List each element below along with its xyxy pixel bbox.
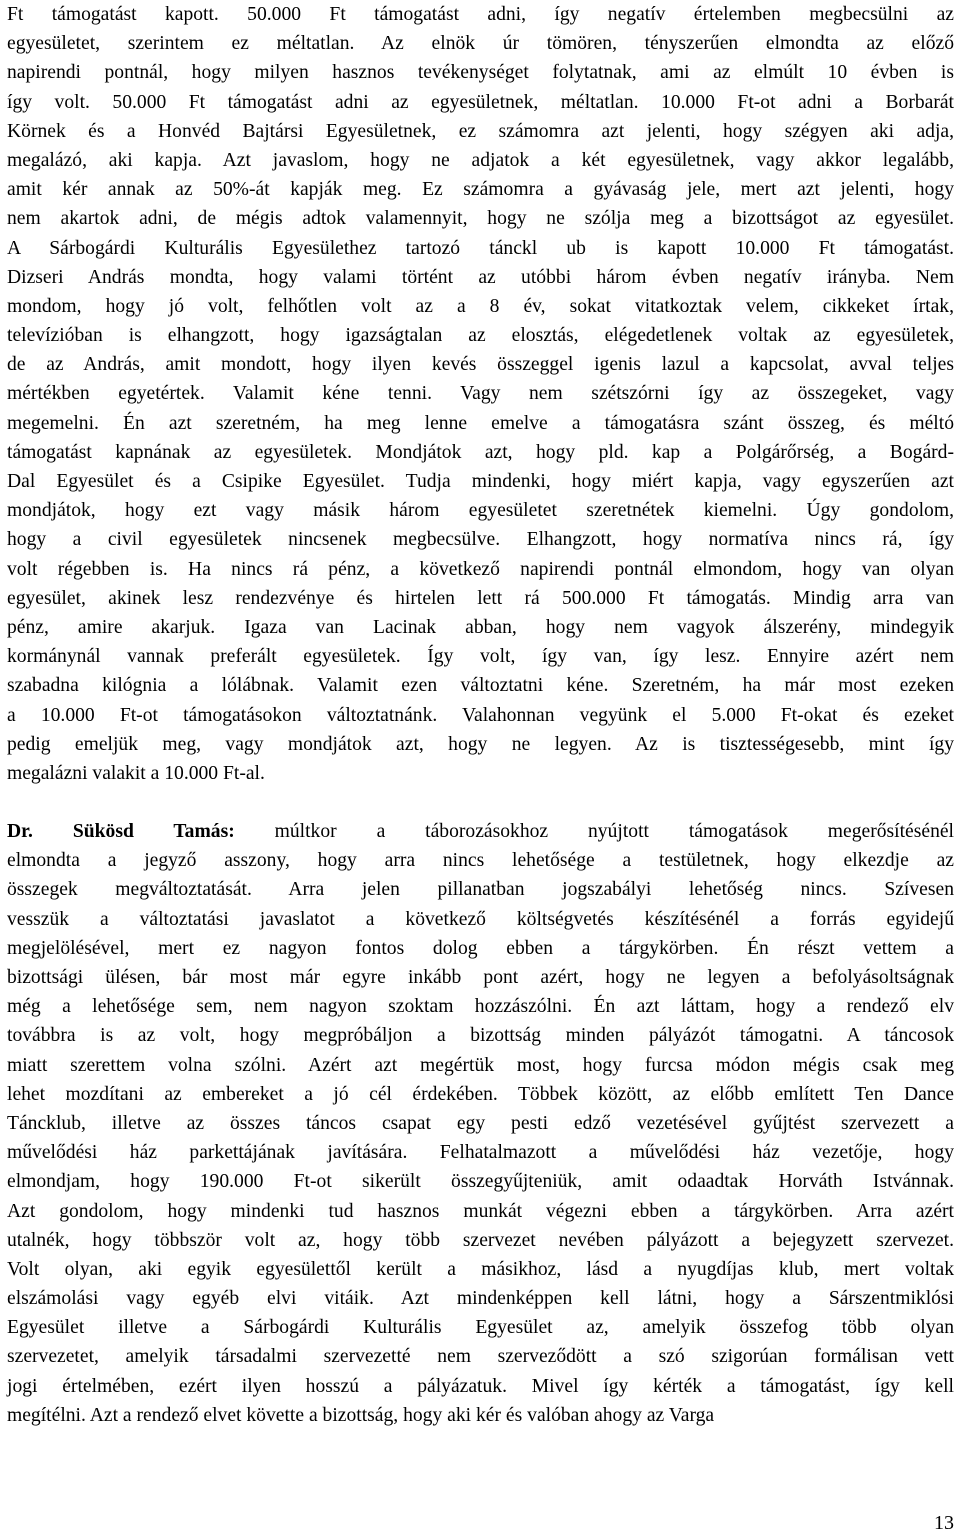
- paragraph-2-line: szervezetet, amelyik társadalmi szervezetté nem szerveződött a szó szigorúan formálisan vett: [7, 1346, 954, 1368]
- paragraph-1-line: Dal Egyesület és a Csipike Egyesület. Tudja mindenki, hogy miért kapja, vagy egyszerűen azt: [7, 471, 954, 492]
- paragraph-2-line: utalnék, hogy többször volt az, hogy több szervezet nevében pályázott a bejegyzett szervezet.: [7, 1229, 954, 1251]
- paragraph-2-line: miatt szerettem volna szólni. Azért azt megértük most, hogy furcsa módon mégis csak meg: [7, 1054, 954, 1076]
- paragraph-1-line: A Sárbogárdi Kulturális Egyesülethez tartozó tánckl ub is kapott 10.000 Ft támogatást.: [7, 237, 954, 259]
- paragraph-2-line: összegek megváltoztatását. Arra jelen pillanatban jogszabályi lehetőség nincs. Szívesen: [7, 879, 954, 901]
- paragraph-gap: [7, 788, 954, 817]
- paragraph-2-line: továbbra is az volt, hogy megpróbáljon a bizottság minden pályázót támogatni. A táncosok: [7, 1025, 954, 1047]
- paragraph-1-line: de az András, amit mondott, hogy ilyen kevés összeggel igenis lazul a kapcsolat, avval teljes: [7, 354, 954, 376]
- page-number: 13: [934, 1512, 954, 1534]
- paragraph-2-line: művelődési ház parkettájának javítására. Felhatalmazott a művelődési ház vezetője, hogy: [7, 1142, 954, 1164]
- paragraph-2-line: jogi értelmében, ezért ilyen hosszú a pályázatuk. Mivel így kérték a támogatást, így kell: [7, 1375, 954, 1397]
- paragraph-1-line: pedig emeljük meg, vagy mondjátok azt, hogy ne legyen. Az is tisztességesebb, mint így: [7, 733, 954, 755]
- speaker-name: Dr. Sükösd Tamás:: [7, 821, 235, 843]
- paragraph-2-line: még a lehetősége sem, nem nagyon szoktam hozzászólni. Én azt láttam, hogy a rendező elv: [7, 996, 954, 1018]
- paragraph-1-line: televízióban is elhangzott, hogy igazságtalan az elosztás, elégedetlenek voltak az egyesületek,: [7, 325, 954, 347]
- paragraph-1-line: egyesületet, szerintem ez méltatlan. Az elnök úr tömören, tényszerűen elmondta az előző: [7, 33, 954, 55]
- paragraph-2-line: Táncklub, illetve az összes táncos csapat egy pesti edző vezetésével gyűjtést szervezett a: [7, 1112, 954, 1134]
- paragraph-2-line: Egyesület illetve a Sárbogárdi Kulturális Egyesület az, amelyik összefog több olyan: [7, 1317, 954, 1339]
- paragraph-1-line: nem akartok adni, de mégis adtok valamennyit, hogy ne szólja meg a bizottságot az egyesület.: [7, 208, 954, 230]
- paragraph-1-line: mondom, hogy jó volt, felhőtlen volt az a 8 év, sokat vitatkoztak velem, cikkeket írtak,: [7, 295, 954, 317]
- paragraph-1-line: pénz, amire akarjuk. Igaza van Lacinak abban, hogy nem vagyok álszerény, mindegyik: [7, 616, 954, 638]
- paragraph-2-line: megjelölésével, mert ez nagyon fontos dolog ebben a tárgykörben. Én részt vettem a: [7, 937, 954, 959]
- paragraph-1-line: hogy a civil egyesületek nincsenek megbecsülve. Elhangzott, hogy normatíva nincs rá, így: [7, 529, 954, 551]
- paragraph-2-line: Azt gondolom, hogy mindenki tud hasznos munkát végezni ebben a tárgykörben. Arra azért: [7, 1200, 954, 1222]
- paragraph-1-line: így volt. 50.000 Ft támogatást adni az egyesületnek, méltatlan. 10.000 Ft-ot adni a Borbarát: [7, 91, 954, 113]
- paragraph-1-line: volt régebben is. Ha nincs rá pénz, a következő napirendi pontnál elmondom, hogy van olyan: [7, 558, 954, 580]
- document-page: [7, 0, 954, 1430]
- paragraph-1-line: kormánynál vannak preferált egyesületek. Így volt, így van, így lesz. Ennyire azért nem: [7, 646, 954, 668]
- paragraph-2-line: megítélni. Azt a rendező elvet követte a bizottság, hogy aki kér és valóban ahogy az Varga: [7, 1404, 715, 1426]
- paragraph-1-line: napirendi pontnál, hogy milyen hasznos tevékenységet folytatnak, ami az elmúlt 10 évben is: [7, 62, 954, 84]
- paragraph-1-line: mértékben egyetértek. Valamit kéne tenni. Vagy nem szétszórni így az összegeket, vagy: [7, 383, 954, 405]
- paragraph-1-line: amit kér annak az 50%-át kapják meg. Ez számomra a gyávaság jele, mert azt jelenti, hogy: [7, 179, 954, 201]
- paragraph-1-line: Dizseri András mondta, hogy valami történt az utóbbi három évben negatív irányba. Nem: [7, 266, 954, 288]
- paragraph-1-line: megalázni valakit a 10.000 Ft-al.: [7, 762, 265, 784]
- paragraph-1: [7, 0, 954, 788]
- paragraph-1-line: megemelni. Én azt szeretném, ha meg lenne emelve a támogatásra szánt összeg, és méltó: [7, 412, 954, 434]
- paragraph-1-line: megalázó, aki kapja. Azt javaslom, hogy ne adjatok a két egyesületnek, vagy akkor legalább,: [7, 149, 954, 171]
- paragraph-2-line: lehet mozdítani az embereket a jó cél érdekében. Többek között, az előbb említett Ten Dance: [7, 1083, 954, 1105]
- paragraph-2-line-1-text: múltkor a táborozásokhoz nyújtott támogatások megerősítésénél: [234, 821, 955, 843]
- paragraph-1-line: Ft támogatást kapott. 50.000 Ft támogatást adni, így negatív értelemben megbecsülni az: [7, 4, 954, 25]
- paragraph-2-line: elmondjam, hogy 190.000 Ft-ot sikerült összegyűjteniük, amit odaadtak Horváth Istvánnak.: [7, 1171, 954, 1193]
- paragraph-2-line: elszámolási vagy egyéb elvi vitáik. Azt mindenképpen kell látni, hogy a Sárszentmiklósi: [7, 1288, 954, 1310]
- paragraph-2-line-1: [7, 817, 954, 846]
- paragraph-1-line: egyesület, akinek lesz rendezvénye és hirtelen lett rá 500.000 Ft támogatás. Mindig arra van: [7, 587, 954, 609]
- paragraph-1-line: szabadna kilógnia a lólábnak. Valamit ezen változtatni kéne. Szeretném, ha már most ezeken: [7, 675, 954, 697]
- paragraph-2-line: elmondta a jegyző asszony, hogy arra nincs lehetősége a testületnek, hogy elkezdje az: [7, 850, 954, 872]
- paragraph-2-line: vesszük a változtatási javaslatot a következő költségvetés készítésénél a forrás egyidejű: [7, 908, 954, 930]
- paragraph-1-line: támogatást kapnának az egyesületek. Mondjátok azt, hogy pld. kap a Polgárőrség, a Bogárd-: [7, 441, 954, 463]
- paragraph-1-line: Körnek és a Honvéd Bajtársi Egyesületnek, ez számomra azt jelenti, hogy szégyen aki adja,: [7, 120, 954, 142]
- paragraph-2: [7, 817, 954, 1430]
- paragraph-2-line: bizottsági ülésen, bár most már egyre inkább pont azért, hogy ne legyen a befolyásoltságnak: [7, 967, 954, 988]
- paragraph-1-line: a 10.000 Ft-ot támogatásokon változtatnánk. Valahonnan vegyünk el 5.000 Ft-okat és ezeket: [7, 704, 954, 726]
- paragraph-1-line: mondjátok, hogy ezt vagy másik három egyesületet szeretnétek kiemelni. Úgy gondolom,: [7, 500, 954, 522]
- paragraph-2-line: Volt olyan, aki egyik egyesülettől került a másikhoz, lásd a nyugdíjas klub, mert voltak: [7, 1258, 954, 1280]
